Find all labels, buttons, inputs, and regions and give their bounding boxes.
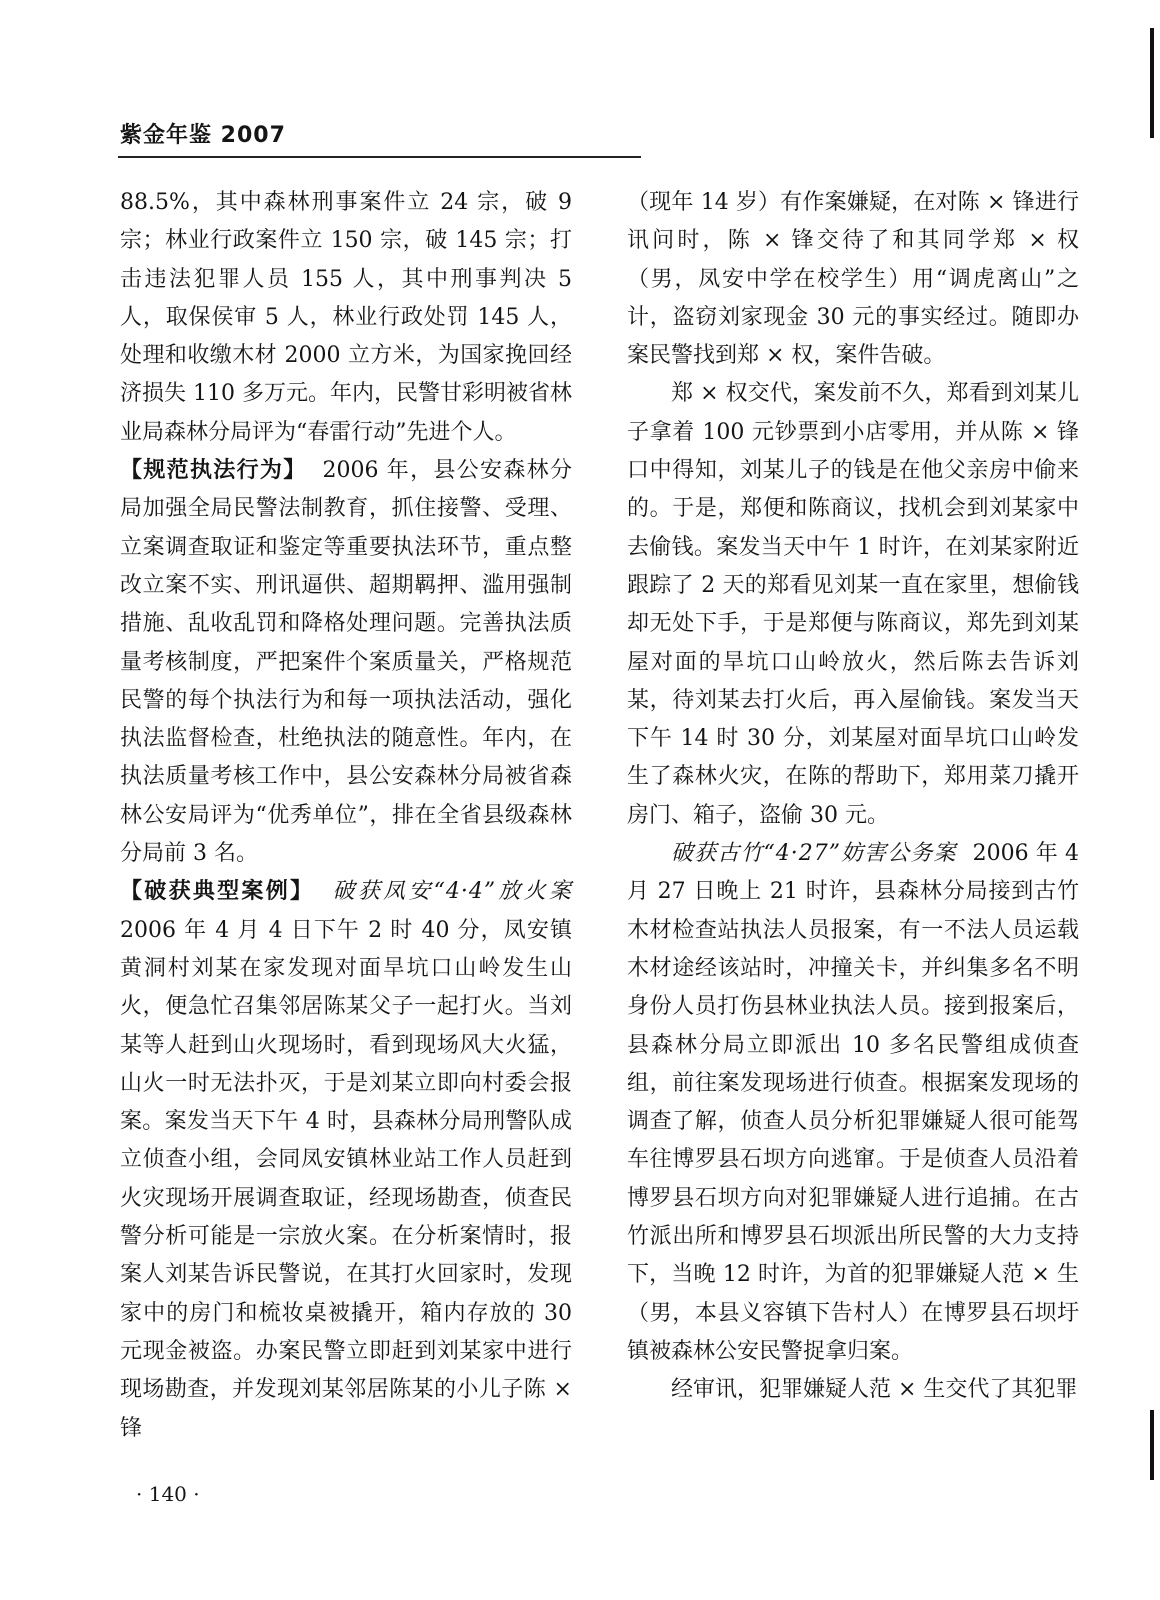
case-title-fengan: 破获凤安“4·4”放火案	[330, 879, 572, 905]
paragraph-case-continuation: （现年 14 岁）有作案嫌疑，在对陈 × 锋进行讯问时，陈 × 锋交待了和其同学郑 × 权（男，凤安中学在校学生）用“调虎离山”之计，盗窃刘家现金 30 元的事实经过。随即办案民警找到郑 × 权，案件告破。	[627, 190, 1079, 369]
paragraph-typical-cases	[120, 873, 572, 1447]
paragraph-guzhu-case-text: 2006 年 4 月 27 日晚上 21 时许，县森林分局接到古竹木材检查站执法人员报案，有一不法人员运载木材途经该站时，冲撞关卡，并纠集多名不明身份人员打伤县林业执法人员。接到报案后，县森林分局立即派出 10 多名民警组成侦查组，前往案发现场进行侦查。根据案发现场的调查了解，侦查人员分析犯罪嫌疑人很可能驾车往博罗县石坝方向逃窜。于是侦查人员沿着博罗县石坝方向对犯罪嫌疑人进行追捕。在古竹派出所和博罗县石坝派出所民警的大力支持下，当晚 12 时许，为首的犯罪嫌疑人范 × 生（男，本县义容镇下告村人）在博罗县石坝圩镇被森林公安民警捉拿归案。	[627, 841, 1079, 1364]
section-tag-law-enforcement: 【规范执法行为】	[120, 458, 307, 484]
page-number: · 140 ·	[136, 1482, 200, 1506]
paragraph-law-enforcement-text: 2006 年，县公安森林分局加强全局民警法制教育，抓住接警、受理、立案调查取证和鉴定等重要执法环节，重点整改立案不实、刑讯逼供、超期羁押、滥用强制措施、乱收乱罚和降格处理问题。完善执法质量考核制度，严把案件个案质量关，严格规范民警的每个执法行为和每一项执法活动，强化执法监督检查，杜绝执法的随意性。年内，在执法质量考核工作中，县公安森林分局被省森林公安局评为“优秀单位”，排在全省县级森林分局前 3 名。	[120, 458, 572, 867]
left-column	[120, 184, 572, 1448]
paragraph-statistics: 88.5%，其中森林刑事案件立 24 宗，破 9 宗；林业行政案件立 150 宗，破 145 宗；打击违法犯罪人员 155 人，其中刑事判决 5 人，取保侯审 5 人，林业行政处罚 145 人，处理和收缴木材 2000 立方米，为国家挽回经济损失 110 多万元。年内，民警甘彩明被省林业局森林分局评为“春雷行动”先进个人。	[120, 190, 572, 445]
right-column	[627, 184, 1079, 1410]
section-tag-typical-cases: 【破获典型案例】	[120, 879, 315, 905]
header-rule	[118, 156, 641, 158]
paragraph-confession: 郑 × 权交代，案发前不久，郑看到刘某儿子拿着 100 元钞票到小店零用，并从陈 × 锋口中得知，刘某儿子的钱是在他父亲房中偷来的。于是，郑便和陈商议，找机会到刘某家中去偷钱。案发当天中午 1 时许，在刘某家附近跟踪了 2 天的郑看见刘某一直在家里，想偷钱却无处下手，于是郑便与陈商议，郑先到刘某屋对面的旱坑口山岭放火，然后陈去告诉刘某，待刘某去打火后，再入屋偷钱。案发当天下午 14 时 30 分，刘某屋对面旱坑口山岭发生了森林火灾，在陈的帮助下，郑用菜刀撬开房门、箱子，盗偷 30 元。	[627, 381, 1079, 828]
paragraph-fengan-case-text: 2006 年 4 月 4 日下午 2 时 40 分，凤安镇黄洞村刘某在家发现对面旱坑口山岭发生山火，便急忙召集邻居陈某父子一起打火。当刘某等人赶到山火现场时，看到现场风大火猛，山火一时无法扑灭，于是刘某立即向村委会报案。案发当天下午 4 时，县森林分局刑警队成立侦查小组，会同凤安镇林业站工作人员赶到火灾现场开展调查取证，经现场勘查，侦查民警分析可能是一宗放火案。在分析案情时，报案人刘某告诉民警说，在其打火回家时，发现家中的房门和梳妆桌被撬开，箱内存放的 30 元现金被盗。办案民警立即赶到刘某家中进行现场勘查，并发现刘某邻居陈某的小儿子陈 × 锋	[120, 917, 572, 1441]
scan-edge-mark	[1150, 1410, 1154, 1480]
case-title-guzhu: 破获古竹“4·27”妨害公务案	[671, 841, 957, 867]
paragraph-law-enforcement	[120, 452, 572, 873]
paragraph-interrogation: 经审讯，犯罪嫌疑人范 × 生交代了其犯罪	[671, 1377, 1078, 1403]
running-header: 紫金年鉴 2007	[120, 123, 286, 148]
scan-edge-mark	[1150, 28, 1154, 138]
paragraph-guzhu-case	[627, 835, 1079, 1371]
